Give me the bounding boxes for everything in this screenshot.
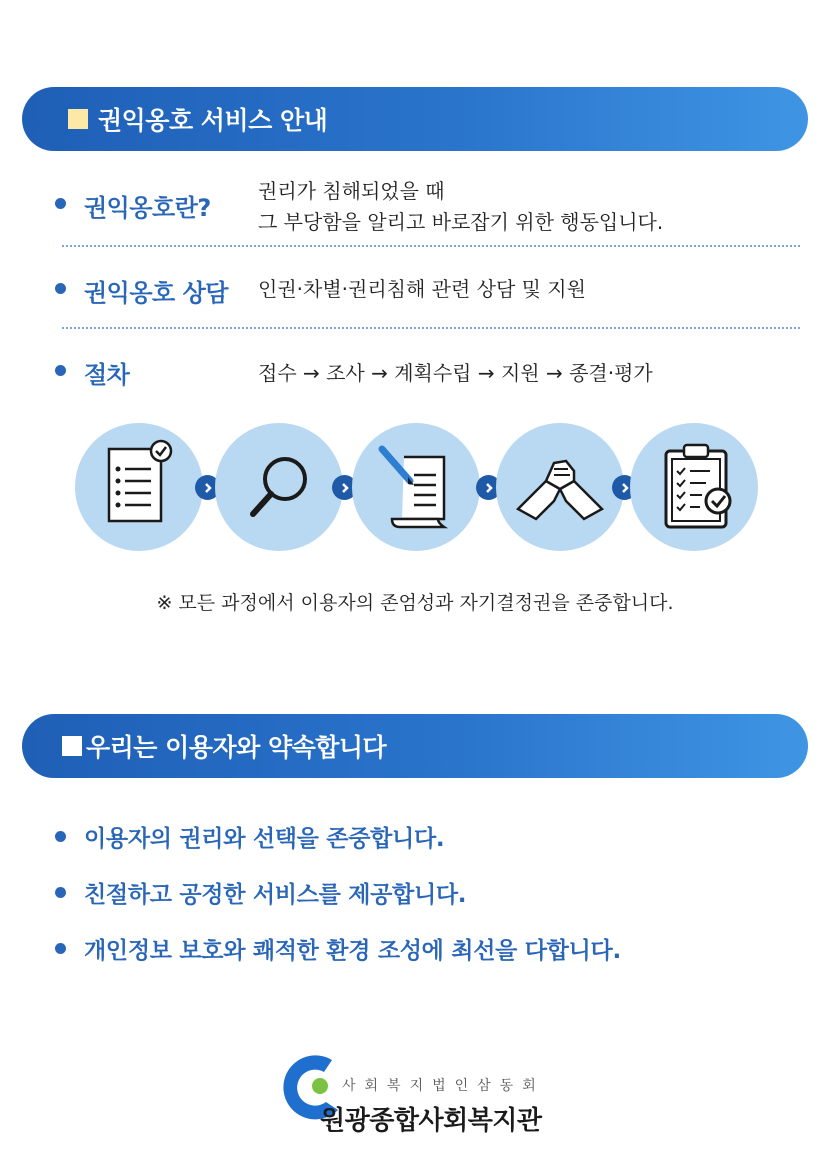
organization-logo [280,1050,600,1140]
step-receipt [75,423,203,551]
banner-square-icon [62,736,82,756]
step-support [496,423,624,551]
section-banner-promise [22,714,808,778]
bullet-dot [55,887,66,898]
bullet-dot [55,283,66,294]
bullet-dot [55,198,66,209]
section-title-rights: 권익옹호 서비스 안내 [98,106,328,135]
promise-text: 이용자의 권리와 선택을 존중합니다. [84,826,445,852]
row-label: 권익옹호 상담 [84,279,228,307]
promise-text: 친절하고 공정한 서비스를 제공합니다. [84,882,467,908]
handshake-icon [496,423,624,551]
dotted-divider [62,327,800,329]
row-desc-line1: 권리가 침해되었을 때 [258,179,445,203]
info-row-procedure [55,352,815,392]
checklist-icon [75,423,203,551]
procedure-note: ※ 모든 과정에서 이용자의 존엄성과 자기결정권을 존중합니다. [156,592,674,614]
section-title-promise: 우리는 이용자와 약속합니다 [86,733,387,762]
bullet-dot [55,943,66,954]
row-label: 절차 [84,361,130,389]
step-investigation [215,423,343,551]
info-row-definition [55,176,815,236]
info-row-consult [55,270,815,310]
promise-text: 개인정보 보호와 쾌적한 환경 조성에 최선을 다합니다. [84,938,621,964]
dotted-divider [62,245,800,247]
row-desc: 접수 → 조사 → 계획수립 → 지원 → 종결·평가 [258,361,653,385]
bullet-dot [55,365,66,376]
logo-subtitle: 사회복지법인삼동회 [342,1078,545,1094]
bullet-dot [55,831,66,842]
clipboard-check-icon [630,423,758,551]
magnifier-icon [215,423,343,551]
pencil-scroll-icon [352,423,480,551]
row-desc: 인권·차별·권리침해 관련 상담 및 지원 [258,277,586,301]
step-planning [352,423,480,551]
row-label: 권익옹호란? [84,194,211,222]
logo-name: 원광종합사회복지관 [320,1106,542,1136]
step-evaluation [630,423,758,551]
section-banner-rights [22,87,808,151]
banner-square-icon [68,109,88,129]
row-desc-line2: 그 부당함을 알리고 바로잡기 위한 행동입니다. [258,210,664,234]
